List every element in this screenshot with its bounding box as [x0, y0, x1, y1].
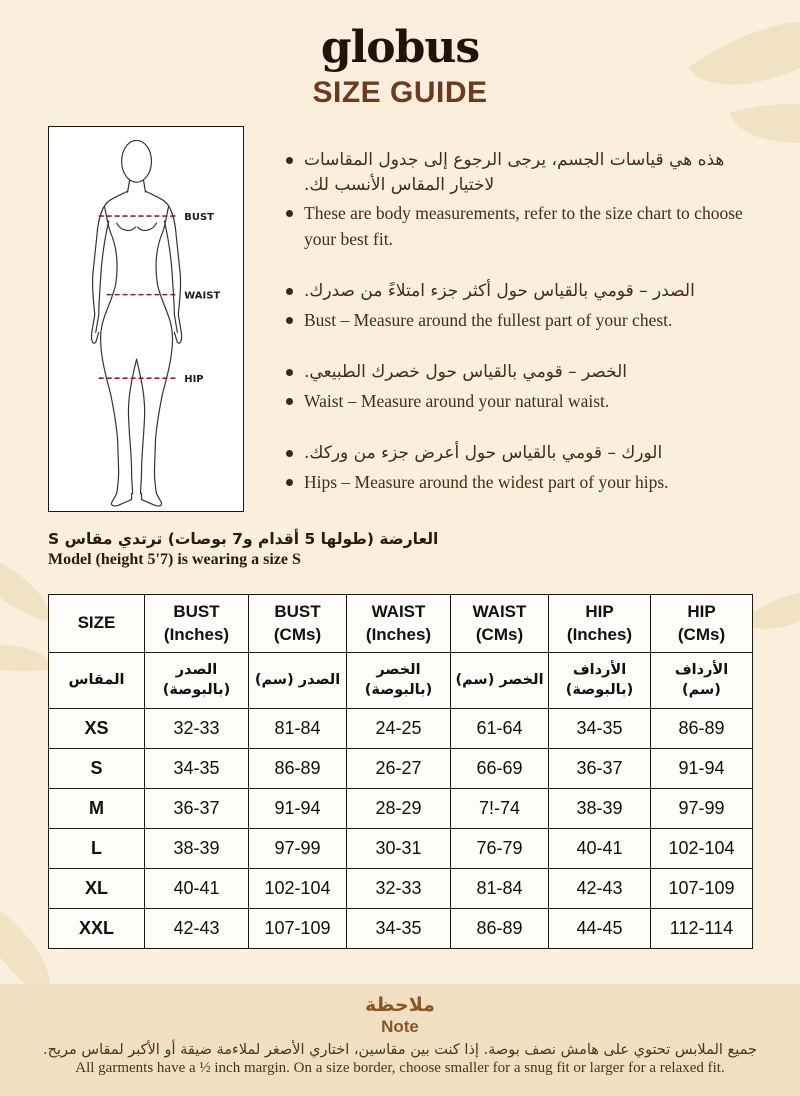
bullet-icon — [286, 317, 293, 324]
size-value-cell: 107-109 — [651, 869, 753, 909]
size-value-cell: 36-37 — [145, 789, 249, 829]
instruction-item — [286, 148, 758, 197]
instruction-item — [286, 389, 758, 414]
size-value-cell: 76-79 — [451, 829, 549, 869]
model-note-english: Model (height 5'7) is wearing a size S — [48, 551, 301, 568]
instruction-item — [286, 470, 758, 495]
size-label-cell: XL — [49, 869, 145, 909]
instruction-item — [286, 360, 758, 385]
size-value-cell: 91-94 — [249, 789, 347, 829]
size-value-cell: 81-84 — [451, 869, 549, 909]
instruction-english: Hips – Measure around the widest part of your hips. — [304, 471, 669, 492]
page-title: SIZE GUIDE — [312, 76, 488, 109]
size-value-cell: 34-35 — [145, 749, 249, 789]
size-value-cell: 24-25 — [347, 709, 451, 749]
size-value-cell: 40-41 — [145, 869, 249, 909]
table-header-arabic — [49, 653, 753, 709]
instruction-item — [286, 201, 758, 252]
note-body-arabic: جميع الملابس تحتوي على هامش نصف بوصة. إذا كنت بين مقاسين، اختاري الأصغر لملاءمة ضيقة أو الأكبر لمقاس مريح. — [43, 1042, 757, 1058]
measurement-lines — [99, 216, 179, 378]
bullet-icon — [286, 450, 293, 457]
instruction-arabic: هذه هي قياسات الجسم، يرجى الرجوع إلى جدول المقاسات لاختيار المقاس الأنسب لك. — [304, 150, 725, 195]
size-value-cell: 32-33 — [347, 869, 451, 909]
bullet-icon — [286, 288, 293, 295]
size-value-cell: 86-89 — [451, 909, 549, 949]
size-value-cell: 28-29 — [347, 789, 451, 829]
size-row — [49, 829, 753, 869]
instruction-general — [286, 148, 758, 252]
brand-logo: globus — [320, 22, 480, 73]
instruction-item — [286, 441, 758, 466]
instruction-hip — [286, 441, 758, 495]
size-value-cell: 102-104 — [651, 829, 753, 869]
size-value-cell: 26-27 — [347, 749, 451, 789]
note-body-english: All garments have a ½ inch margin. On a size border, choose smaller for a snug fit or larger for a relaxed fit. — [75, 1060, 725, 1076]
bullet-icon — [286, 157, 293, 164]
instruction-arabic: الصدر – قومي بالقياس حول أكثر جزء امتلاءً من صدرك. — [304, 281, 695, 302]
size-row — [49, 909, 753, 949]
size-row — [49, 789, 753, 829]
size-value-cell: 61-64 — [451, 709, 549, 749]
column-header-ar: الصدر (سم) — [249, 653, 347, 709]
bullet-icon — [286, 369, 293, 376]
column-header-en: HIP (CMs) — [651, 595, 753, 653]
instruction-english: Waist – Measure around your natural waist. — [304, 390, 610, 411]
size-value-cell: 32-33 — [145, 709, 249, 749]
size-label-cell: XS — [49, 709, 145, 749]
size-value-cell: 38-39 — [549, 789, 651, 829]
column-header-ar: المقاس — [49, 653, 145, 709]
column-header-en: HIP (Inches) — [549, 595, 651, 653]
size-value-cell: 42-43 — [549, 869, 651, 909]
table-header-english — [49, 595, 753, 653]
instruction-english: Bust – Measure around the fullest part of your chest. — [304, 309, 673, 330]
size-value-cell: 81-84 — [249, 709, 347, 749]
column-header-en: BUST (CMs) — [249, 595, 347, 653]
size-value-cell: 112-114 — [651, 909, 753, 949]
note-section — [0, 984, 800, 1096]
size-value-cell: 38-39 — [145, 829, 249, 869]
size-row — [49, 709, 753, 749]
size-label-cell: L — [49, 829, 145, 869]
instruction-english: These are body measurements, refer to the size chart to choose your best fit. — [304, 203, 743, 249]
bullet-icon — [286, 210, 293, 217]
size-value-cell: 107-109 — [249, 909, 347, 949]
size-value-cell: 44-45 — [549, 909, 651, 949]
column-header-en: SIZE — [49, 595, 145, 653]
column-header-ar: الأرداف (سم) — [651, 653, 753, 709]
column-header-en: BUST (Inches) — [145, 595, 249, 653]
body-figure-illustration — [49, 127, 243, 511]
column-header-en: WAIST (CMs) — [451, 595, 549, 653]
size-row — [49, 869, 753, 909]
size-value-cell: 34-35 — [549, 709, 651, 749]
size-row — [49, 749, 753, 789]
size-value-cell: 7!-74 — [451, 789, 549, 829]
instruction-item — [286, 308, 758, 333]
size-value-cell: 34-35 — [347, 909, 451, 949]
size-value-cell: 66-69 — [451, 749, 549, 789]
waist-label: WAIST — [184, 290, 221, 302]
instruction-arabic: الورك – قومي بالقياس حول أعرض جزء من وركك. — [304, 443, 663, 464]
size-value-cell: 40-41 — [549, 829, 651, 869]
size-label-cell: XXL — [49, 909, 145, 949]
size-value-cell: 36-37 — [549, 749, 651, 789]
size-value-cell: 91-94 — [651, 749, 753, 789]
instruction-waist — [286, 360, 758, 414]
column-header-ar: الأرداف (بالبوصة) — [549, 653, 651, 709]
bullet-icon — [286, 479, 293, 486]
bust-label: BUST — [184, 212, 214, 224]
size-value-cell: 86-89 — [651, 709, 753, 749]
size-value-cell: 42-43 — [145, 909, 249, 949]
size-value-cell: 86-89 — [249, 749, 347, 789]
column-header-ar: الصدر (بالبوصة) — [145, 653, 249, 709]
column-header-en: WAIST (Inches) — [347, 595, 451, 653]
instruction-arabic: الخصر – قومي بالقياس حول خصرك الطبيعي. — [304, 362, 628, 383]
note-title-arabic: ملاحظة — [365, 994, 435, 1016]
column-header-ar: الخصر (سم) — [451, 653, 549, 709]
note-title-english: Note — [381, 1017, 419, 1036]
size-value-cell: 102-104 — [249, 869, 347, 909]
body-measurement-diagram — [48, 126, 244, 512]
size-label-cell: M — [49, 789, 145, 829]
size-label-cell: S — [49, 749, 145, 789]
size-chart-table — [48, 594, 753, 949]
column-header-ar: الخصر (بالبوصة) — [347, 653, 451, 709]
hip-label: HIP — [184, 374, 204, 386]
size-value-cell: 30-31 — [347, 829, 451, 869]
size-value-cell: 97-99 — [651, 789, 753, 829]
instruction-item — [286, 279, 758, 304]
measurement-instructions — [286, 148, 758, 522]
bullet-icon — [286, 398, 293, 405]
size-value-cell: 97-99 — [249, 829, 347, 869]
instruction-bust — [286, 279, 758, 333]
model-note-arabic: العارضة (طولها 5 أقدام و7 بوصات) ترتدي مقاس S — [48, 530, 439, 548]
model-size-note — [48, 530, 568, 569]
